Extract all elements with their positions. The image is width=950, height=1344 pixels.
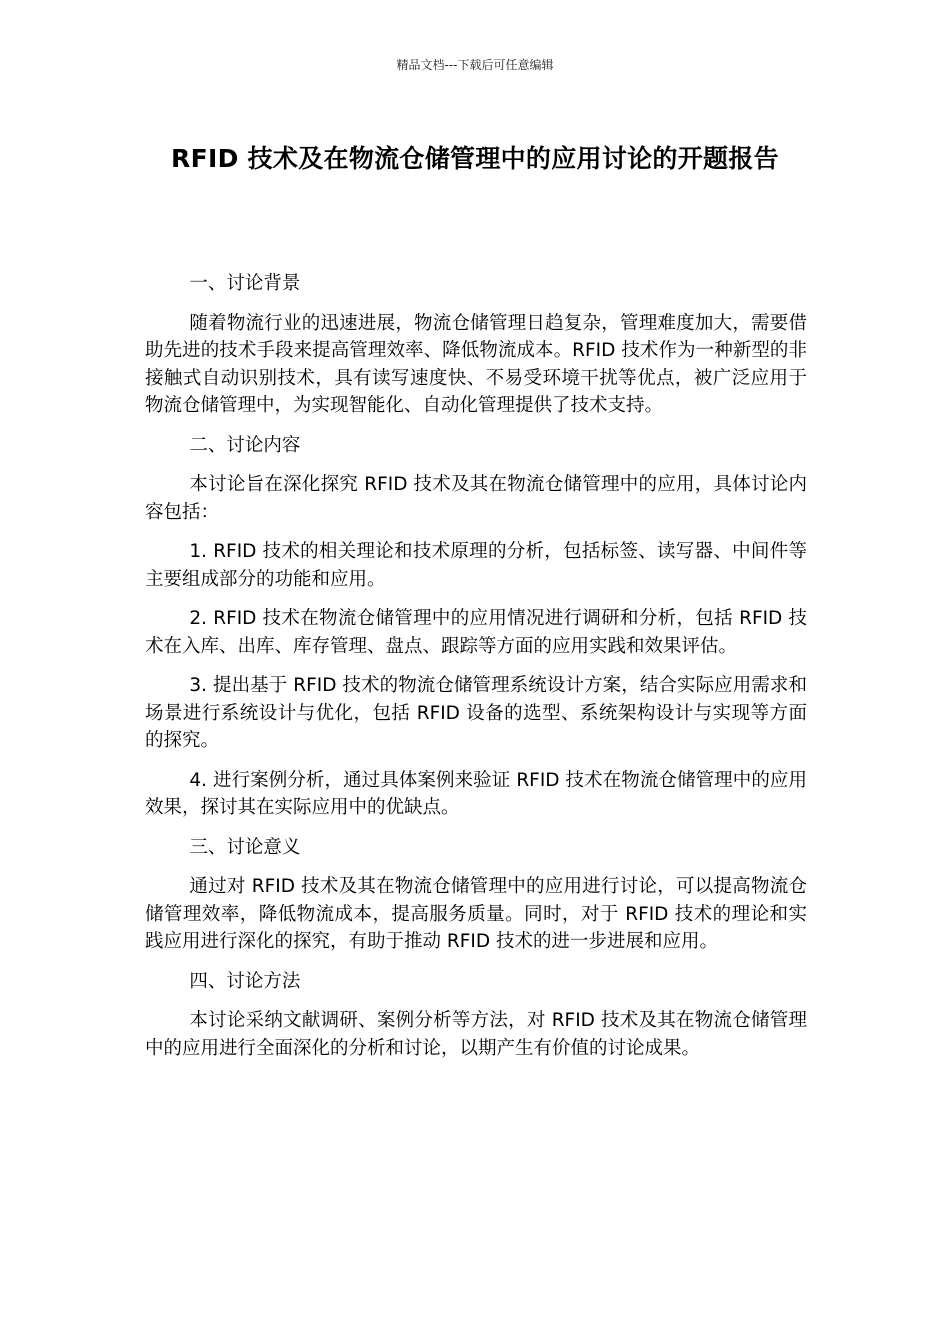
section-heading-significance: 三、讨论意义 [189, 836, 301, 858]
paragraph-background: 随着物流行业的迅速进展，物流仓储管理日趋复杂，管理难度加大，需要借助先进的技术手段来提高管理效率、降低物流成本。RFID 技术作为一种新型的非接触式自动识别技术，具有读写速度快、不易受环境干扰等优点，被广泛应用于物流仓储管理中，为实现智能化、自动化管理提供了技术支持。 [145, 312, 807, 416]
section-heading-content: 二、讨论内容 [189, 434, 301, 456]
section-heading-method: 四、讨论方法 [189, 970, 301, 992]
header-note: 精品文档---下载后可任意编辑 [396, 58, 554, 72]
content-item-3: 3. 提出基于 RFID 技术的物流仓储管理系统设计方案，结合实际应用需求和场景进行系统设计与优化，包括 RFID 设备的选型、系统架构设计与实现等方面的探究。 [145, 675, 807, 751]
content-item-1: 1. RFID 技术的相关理论和技术原理的分析，包括标签、读写器、中间件等主要组成部分的功能和应用。 [145, 541, 807, 590]
paragraph-content-intro: 本讨论旨在深化探究 RFID 技术及其在物流仓储管理中的应用，具体讨论内容包括： [145, 474, 807, 523]
paragraph-significance: 通过对 RFID 技术及其在物流仓储管理中的应用进行讨论，可以提高物流仓储管理效率，降低物流成本，提高服务质量。同时，对于 RFID 技术的理论和实践应用进行深化的探究，有助于推动 RFID 技术的进一步进展和应用。 [145, 876, 807, 952]
content-item-2: 2. RFID 技术在物流仓储管理中的应用情况进行调研和分析，包括 RFID 技术在入库、出库、库存管理、盘点、跟踪等方面的应用实践和效果评估。 [145, 608, 807, 657]
document-body [145, 270, 807, 1074]
paragraph-method: 本讨论采纳文献调研、案例分析等方法，对 RFID 技术及其在物流仓储管理中的应用进行全面深化的分析和讨论，以期产生有价值的讨论成果。 [145, 1010, 807, 1059]
section-heading-background: 一、讨论背景 [189, 273, 301, 294]
document-title: RFID 技术及在物流仓储管理中的应用讨论的开题报告 [171, 144, 779, 173]
content-item-4: 4. 进行案例分析，通过具体案例来验证 RFID 技术在物流仓储管理中的应用效果，探讨其在实际应用中的优缺点。 [145, 769, 807, 818]
